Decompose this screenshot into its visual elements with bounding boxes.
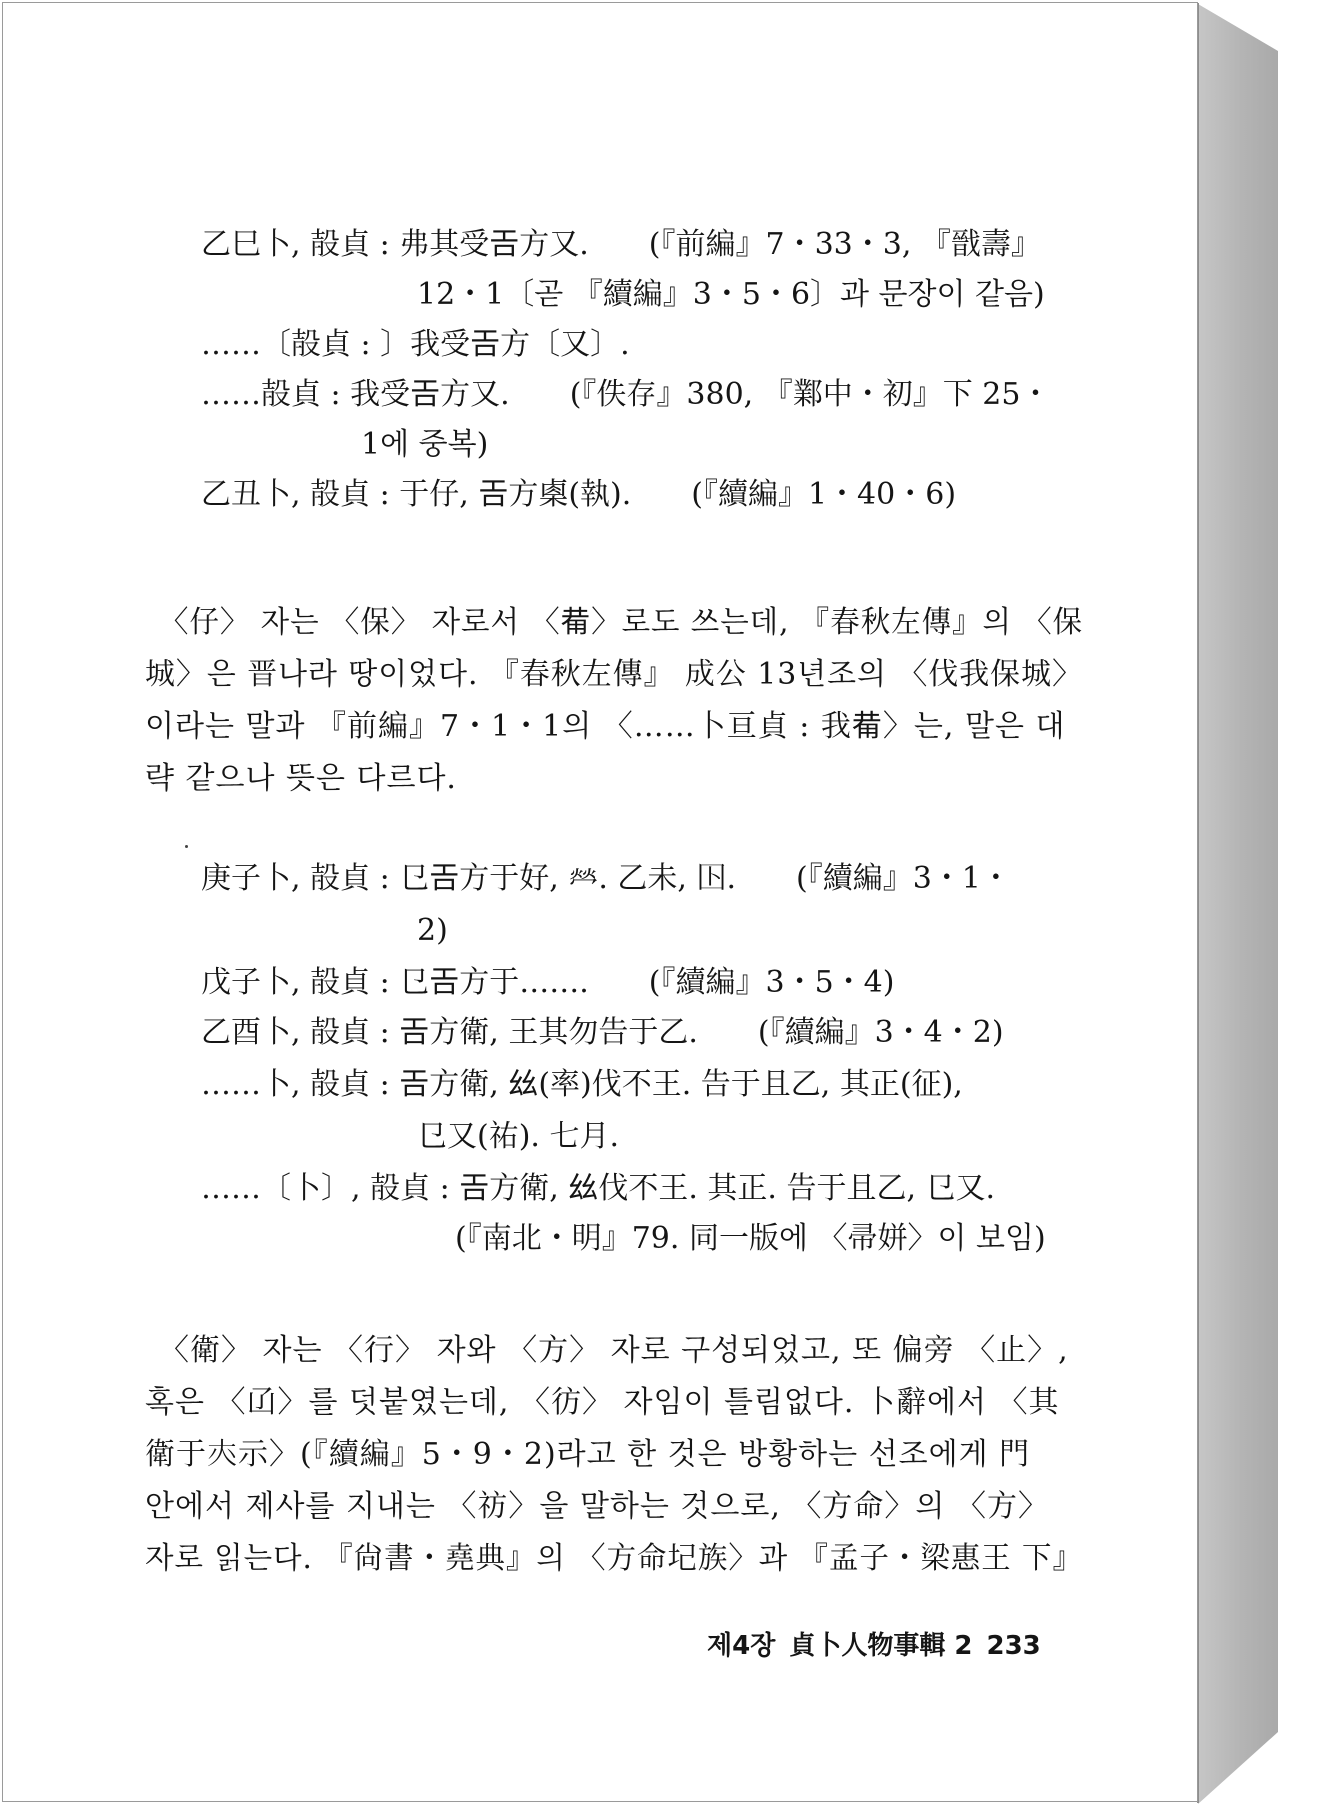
footer-title: 貞卜人物事輯 2 [789,1631,973,1661]
inscription-line: 乙巳卜, 㱿貞 : 弗其受𢀛方又. (『前編』7・33・3, 『戩壽』 [201,227,1041,262]
footer-chapter: 제4장 [707,1631,776,1661]
print-speck [185,845,188,848]
paragraph-line: 〈仔〉 자는 〈保〉 자로서 〈𤰇〉로도 쓰는데, 『春秋左傳』의 〈保 [159,605,1084,640]
inscription-line: 1에 중복) [361,427,489,462]
inscription-line: 戊子卜, 㱿貞 : 㔾𢀛方于……. (『續編』3・5・4) [201,965,895,1000]
inscription-line: 㔾又(祐). 七月. [417,1119,620,1154]
inscription-line: ……〔㱿貞 : 〕我受𢀛方〔又〕. [201,327,630,362]
inscription-line: 12・1〔곧 『續編』3・5・6〕과 문장이 같음) [417,277,1045,312]
running-footer [707,1625,1055,1662]
inscription-line: (『南北・明』79. 同一版에 〈帚姘〉이 보임) [455,1221,1046,1256]
inscription-line: ……〔卜〕, 㱿貞 : 𢀛方衛, 𢆶伐不王. 其正. 告于且乙, 㔾又. [201,1171,996,1206]
inscription-line: 2) [417,913,448,948]
inscription-line: ……㱿貞 : 我受𢀛方又. (『佚存』380, 『鄴中・初』下 25・ [201,377,1051,412]
paragraph-line: 〈衛〉 자는 〈行〉 자와 〈方〉 자로 구성되었고, 또 偏旁 〈止〉, [159,1333,1069,1368]
paragraph-line: 자로 읽는다. 『尙書・堯典』의 〈方命圮族〉과 『孟子・梁惠王 下』 [145,1541,1083,1576]
page-number: 233 [986,1631,1041,1661]
paragraph-line: 안에서 제사를 지내는 〈祊〉을 말하는 것으로, 〈方命〉의 〈方〉 [145,1489,1049,1524]
book-page-edge [1198,4,1278,1804]
paragraph-line: 衛于𡗕示〉(『續編』5・9・2)라고 한 것은 방황하는 선조에게 門 [145,1437,1031,1472]
paragraph-line: 이라는 말과 『前編』7・1・1의 〈……卜亘貞 : 我𤰇〉는, 말은 대 [145,709,1066,744]
paragraph-line: 략 같으나 뜻은 다르다. [145,761,457,796]
inscription-line: 庚子卜, 㱿貞 : 㔾𢀛方于好, 𤇾. 乙未, 𡆥. (『續編』3・1・ [201,861,1011,896]
paragraph-line: 城〉은 晋나라 땅이었다. 『春秋左傳』 成公 13년조의 〈伐我保城〉 [145,657,1083,692]
inscription-line: 乙丑卜, 㱿貞 : 于仔, 𢀛方㮚(執). (『續編』1・40・6) [201,477,957,512]
book-page [2,2,1198,1802]
inscription-line: 乙酉卜, 㱿貞 : 𢀛方衛, 王其勿告于乙. (『續編』3・4・2) [201,1015,1004,1050]
paragraph-line: 혹은 〈𠙶〉를 덧붙였는데, 〈彷〉 자임이 틀림없다. 卜辭에서 〈其 [145,1385,1060,1420]
inscription-line: ……卜, 㱿貞 : 𢀛方衛, 𢆶(率)伐不王. 告于且乙, 其正(征), [201,1067,963,1102]
